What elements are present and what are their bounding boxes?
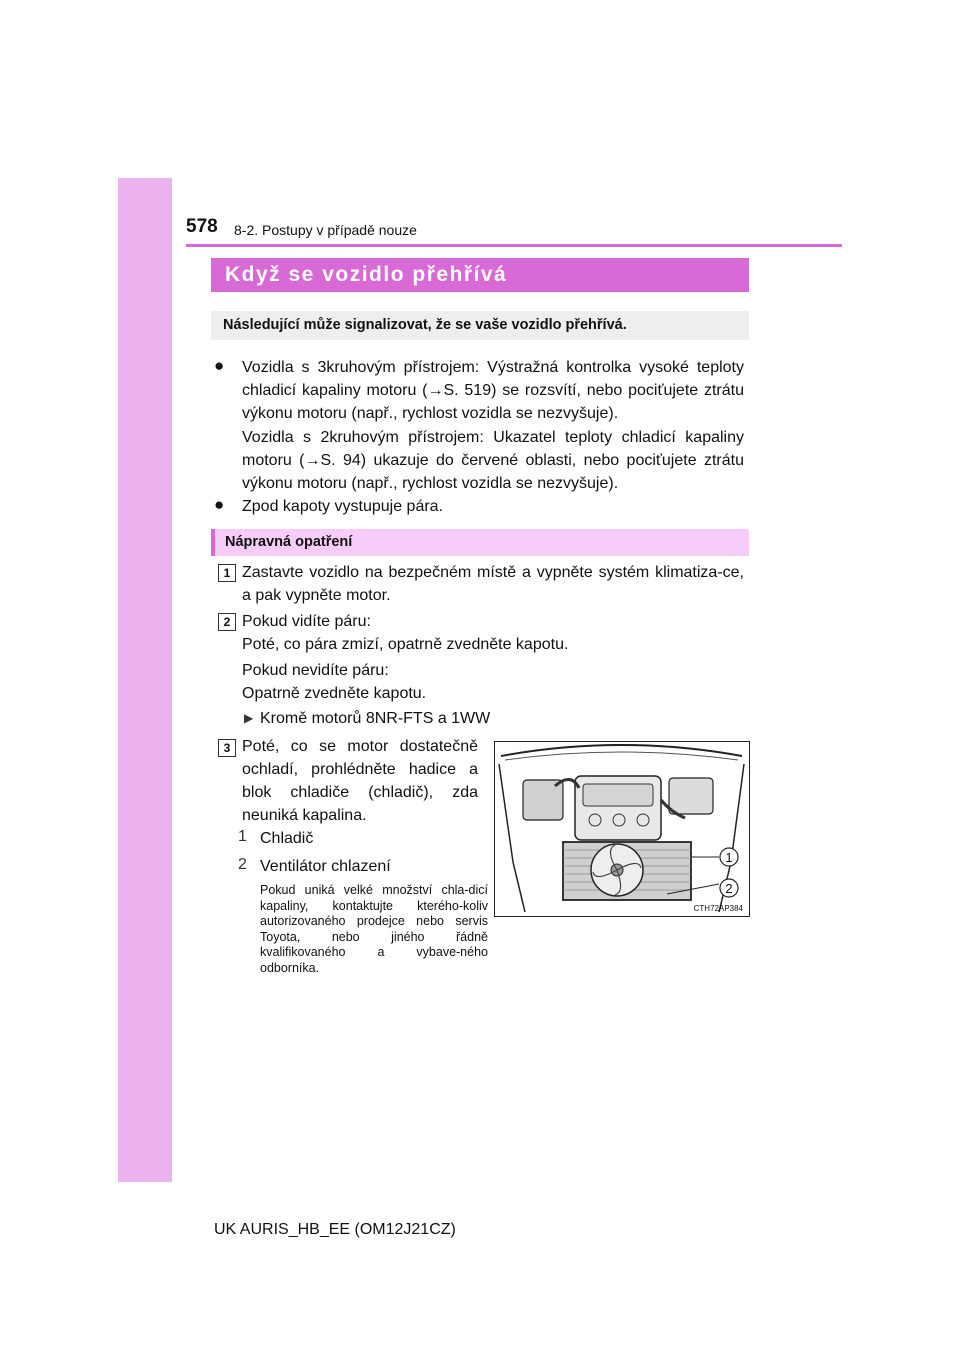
intro-bar	[211, 311, 749, 340]
label-1-number: 1	[238, 828, 247, 845]
symptom-1-text: Vozidla s 3kruhovým přístrojem: Výstražná kontrolka vysoké teploty chladicí kapaliny motoru (→S. 519) se rozsvítí, nebo pociťujete ztrátu výkonu motoru (např., rychlost vozidla se nezvyšuje).	[242, 359, 744, 422]
remedy-heading-bar	[211, 529, 749, 556]
label-2-text: Ventilátor chlazení	[260, 858, 391, 875]
footer-code: UK AURIS_HB_EE (OM12J21CZ)	[214, 1221, 456, 1238]
intro-text: Následující může signalizovat, že se vaše vozidlo přehřívá.	[223, 317, 627, 333]
bullet-icon: ●	[214, 356, 225, 375]
step-2-badge: 2	[218, 613, 236, 631]
engine-drawing	[495, 742, 748, 915]
section-side-tab	[118, 178, 172, 1182]
section-title-bar	[211, 258, 749, 292]
step-2-no-steam: Pokud nevidíte páru:	[242, 662, 389, 679]
chapter-title: 8-2. Postupy v případě nouze	[234, 222, 417, 238]
symptom-1-alt-text: Vozidla s 2kruhovým přístrojem: Ukazatel teploty chladicí kapaliny motoru (→S. 94) ukazuje do červené oblasti, nebo pociťujete ztrátu výkonu motoru (např., rychlost vozidla se nezvyšuje).	[242, 429, 744, 492]
step-2-steam-visible: Pokud vidíte páru:	[242, 613, 371, 630]
figure-callout-2: 2	[725, 881, 733, 896]
section-title: Když se vozidlo přehřívá	[225, 263, 508, 286]
warning-note: Pokud uniká velké množství chla-dicí kapaliny, kontaktujte kterého-koliv autorizovaného prodejce nebo servis Toyota, nebo jiného řádně kvalifikovaného a vybave-ného odborníka.	[260, 883, 488, 975]
figure-callout-1: 1	[725, 850, 733, 865]
label-1-text: Chladič	[260, 830, 314, 847]
triangle-arrow-icon: ▶	[244, 711, 254, 725]
engine-compartment-illustration	[494, 741, 750, 917]
step-3-text: Poté, co se motor dostatečně ochladí, prohlédněte hadice a blok chladiče (chladič), zda neuniká kapalina.	[242, 738, 478, 824]
figure-code: CTH72AP384	[693, 904, 743, 913]
page-number: 578	[186, 216, 218, 237]
step-3-badge: 3	[218, 739, 236, 757]
header-divider	[186, 244, 842, 247]
remedy-heading: Nápravná opatření	[225, 534, 353, 550]
label-2-number: 2	[238, 856, 247, 873]
bullet-icon: ●	[214, 495, 225, 514]
step-2-steam-visible-action: Poté, co pára zmizí, opatrně zvedněte kapotu.	[242, 636, 569, 653]
step-1-text: Zastavte vozidlo na bezpečném místě a vypněte systém klimatiza-ce, a pak vypněte motor.	[242, 564, 744, 604]
step-2-no-steam-action: Opatrně zvedněte kapotu.	[242, 685, 427, 702]
step-1-badge: 1	[218, 564, 236, 582]
symptom-2-text: Zpod kapoty vystupuje pára.	[242, 498, 444, 515]
engine-variant-label: Kromě motorů 8NR-FTS a 1WW	[260, 710, 491, 727]
